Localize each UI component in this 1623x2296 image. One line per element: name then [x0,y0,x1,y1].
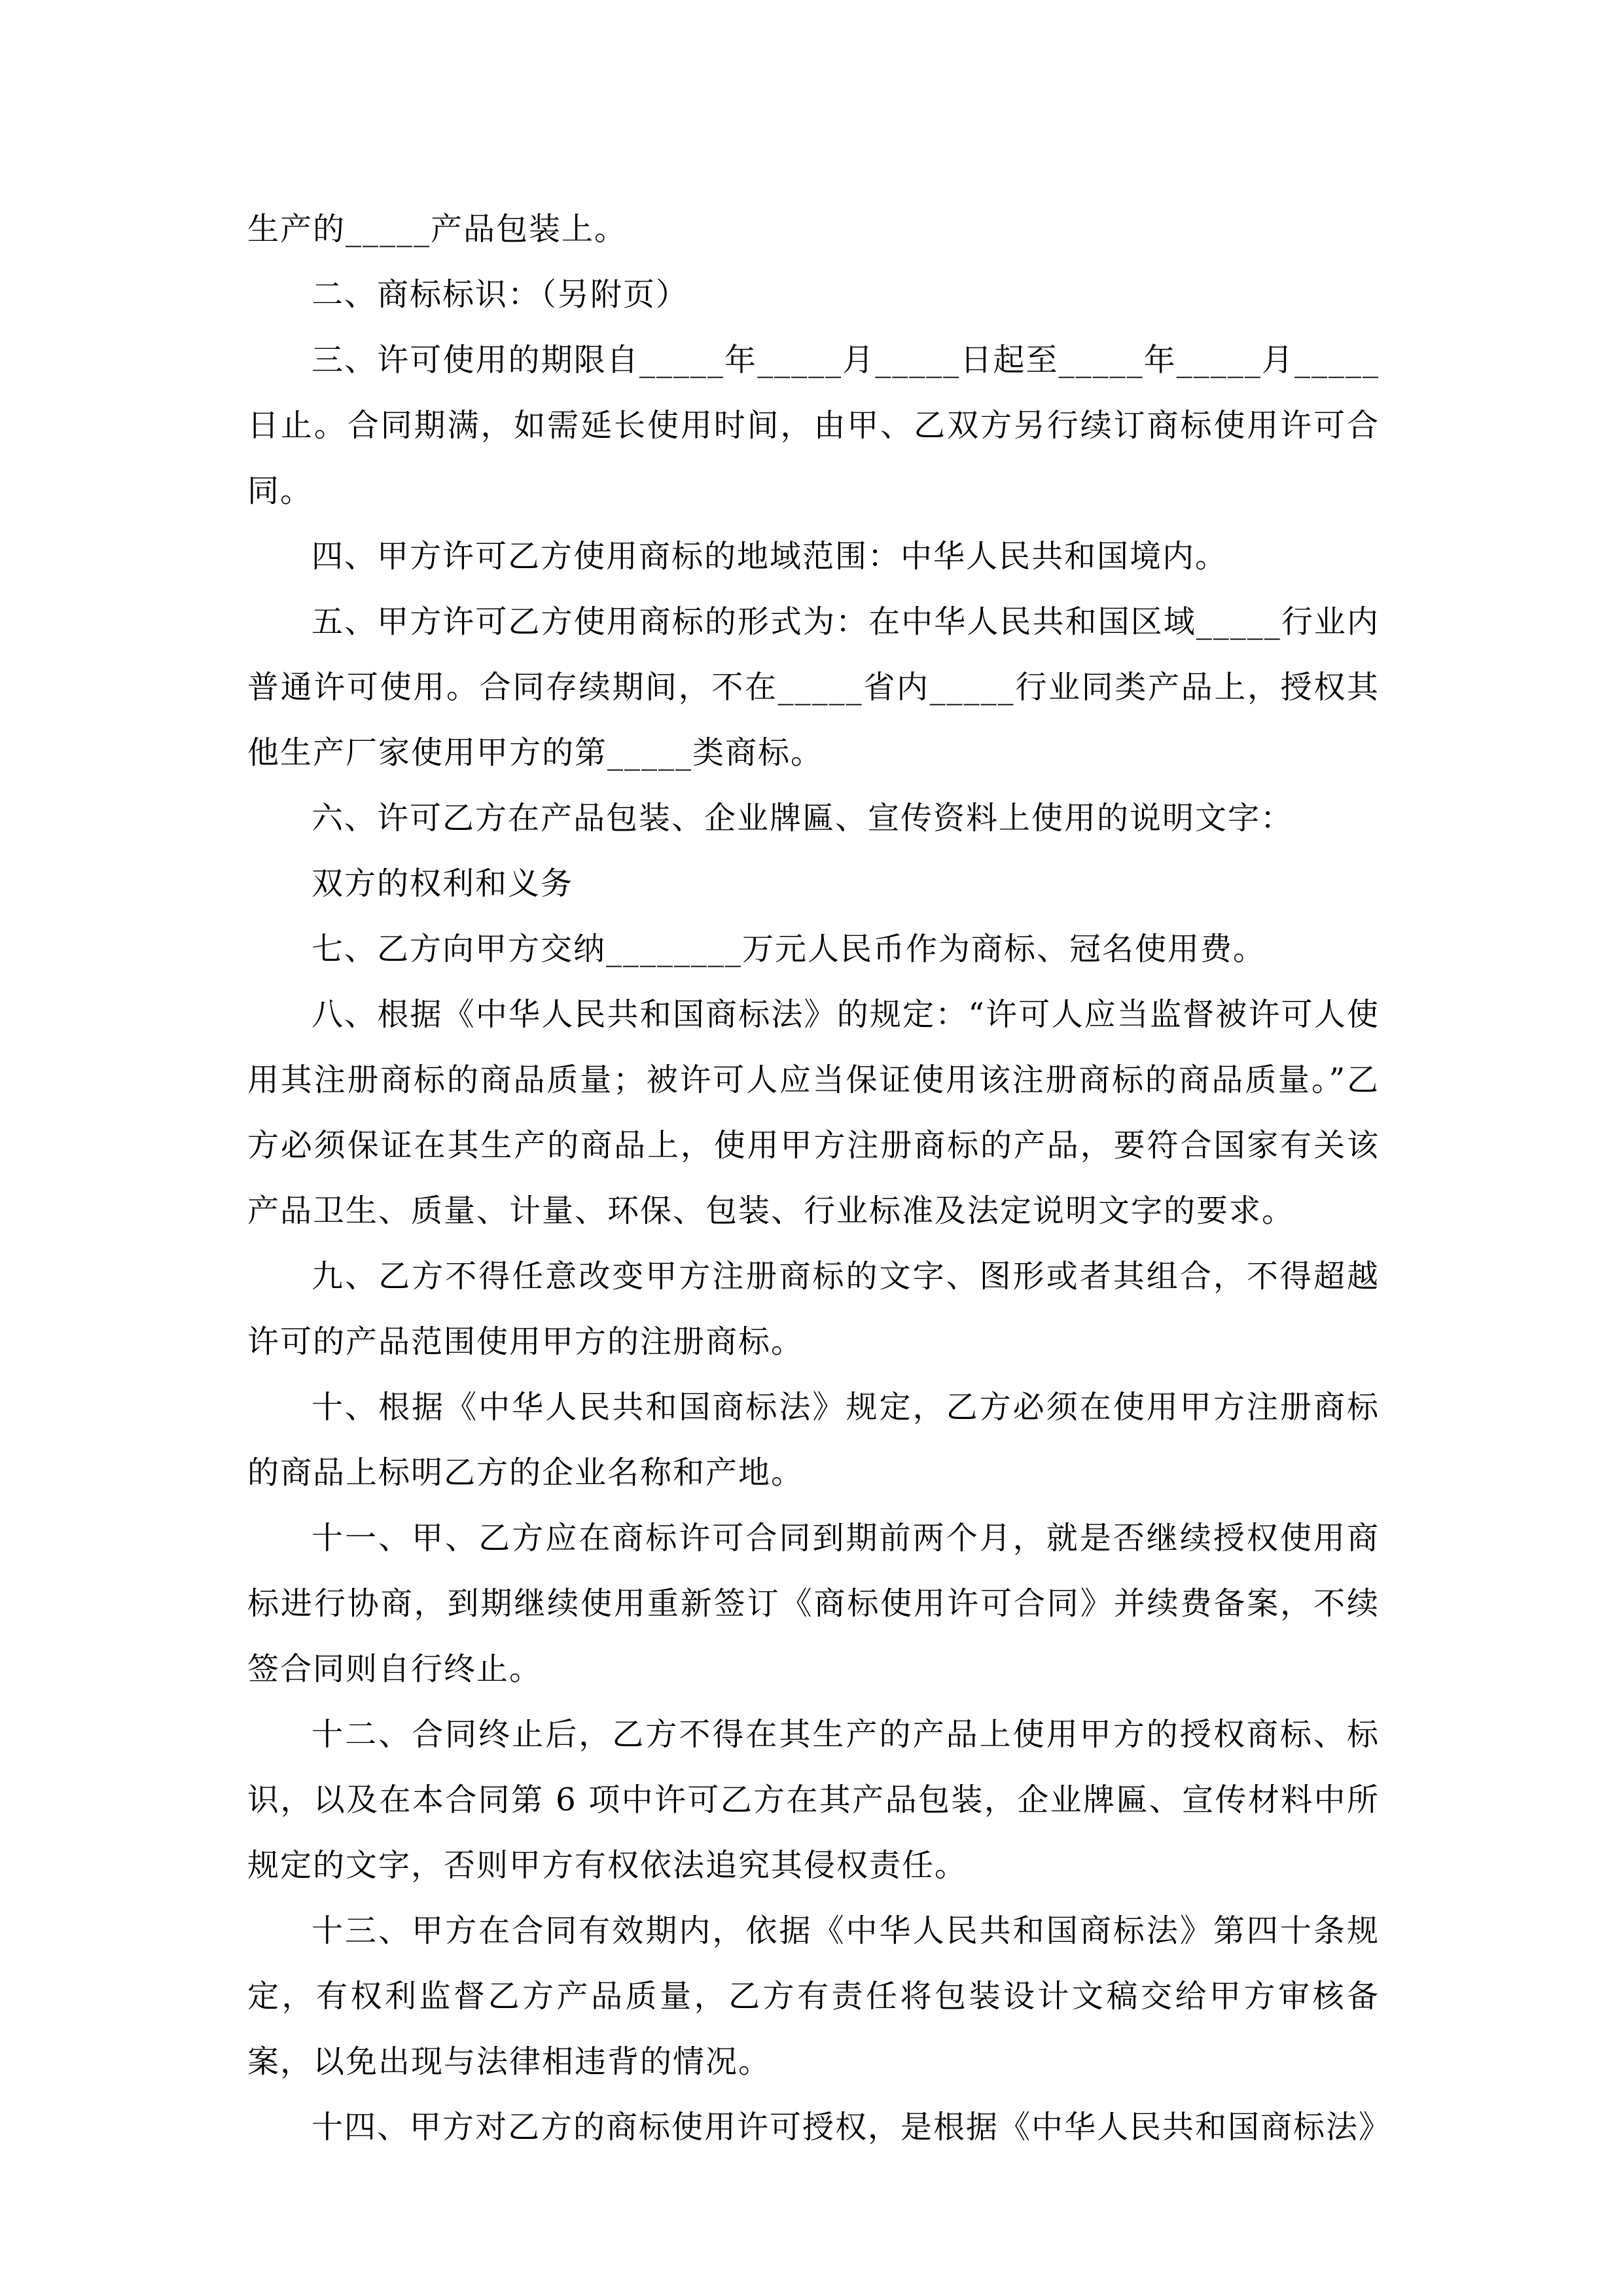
paragraph-clause-6: 六、许可乙方在产品包装、企业牌匾、宣传资料上使用的说明文字： [312,800,1294,836]
paragraph-clause-7: 七、乙方向甲方交纳________万元人民币作为商标、冠名使用费。 [312,931,1266,967]
paragraph-clause-14: 十四、甲方对乙方的商标使用许可授权，是根据《中华人民共和国商标法》 [312,2109,1392,2145]
paragraph-clause-3: 三、许可使用的期限自_____年_____月_____日起至_____年_____月_____日止。合同期满，如需延长使用时间，由甲、乙双方另行续订商标使用许可合同。 [247,342,1380,509]
paragraph-clause-13: 十三、甲方在合同有效期内，依据《中华人民共和国商标法》第四十条规定，有权利监督乙方产品质量，乙方有责任将包装设计文稿交给甲方审核备案，以免出现与法律相违背的情况。 [247,1912,1380,2080]
paragraph-clause-12: 十二、合同终止后，乙方不得在其生产的产品上使用甲方的授权商标、标识，以及在本合同第 6 项中许可乙方在其产品包装，企业牌匾、宣传材料中所规定的文字，否则甲方有权依法追究其侵权责任。 [247,1716,1380,1884]
paragraph-clause-8: 八、根据《中华人民共和国商标法》的规定：“许可人应当监督被许可人使用其注册商标的商品质量；被许可人应当保证使用该注册商标的商品质量。”乙方必须保证在其生产的商品上，使用甲方注册商标的产品，要符合国家有关该产品卫生、质量、计量、环保、包装、行业标准及法定说明文字的要求。 [247,996,1380,1229]
paragraph-clause-5: 五、甲方许可乙方使用商标的形式为：在中华人民共和国区域_____行业内普通许可使用。合同存续期间，不在_____省内_____行业同类产品上，授权其他生产厂家使用甲方的第_____类商标。 [247,603,1380,771]
contract-body [247,196,1392,2160]
paragraph-clause-4: 四、甲方许可乙方使用商标的地域范围：中华人民共和国境内。 [312,538,1228,575]
paragraph-clause-9: 九、乙方不得任意改变甲方注册商标的文字、图形或者其组合，不得超越许可的产品范围使用甲方的注册商标。 [247,1258,1380,1360]
paragraph-continuation: 生产的_____产品包装上。 [247,211,628,247]
section-heading-rights: 双方的权利和义务 [312,865,574,902]
paragraph-clause-2: 二、商标标识：（另附页） [312,276,689,313]
paragraph-clause-10: 十、根据《中华人民共和国商标法》规定，乙方必须在使用甲方注册商标的商品上标明乙方的企业名称和产地。 [247,1389,1380,1491]
paragraph-clause-11: 十一、甲、乙方应在商标许可合同到期前两个月，就是否继续授权使用商标进行协商，到期继续使用重新签订《商标使用许可合同》并续费备案，不续签合同则自行终止。 [247,1520,1380,1687]
